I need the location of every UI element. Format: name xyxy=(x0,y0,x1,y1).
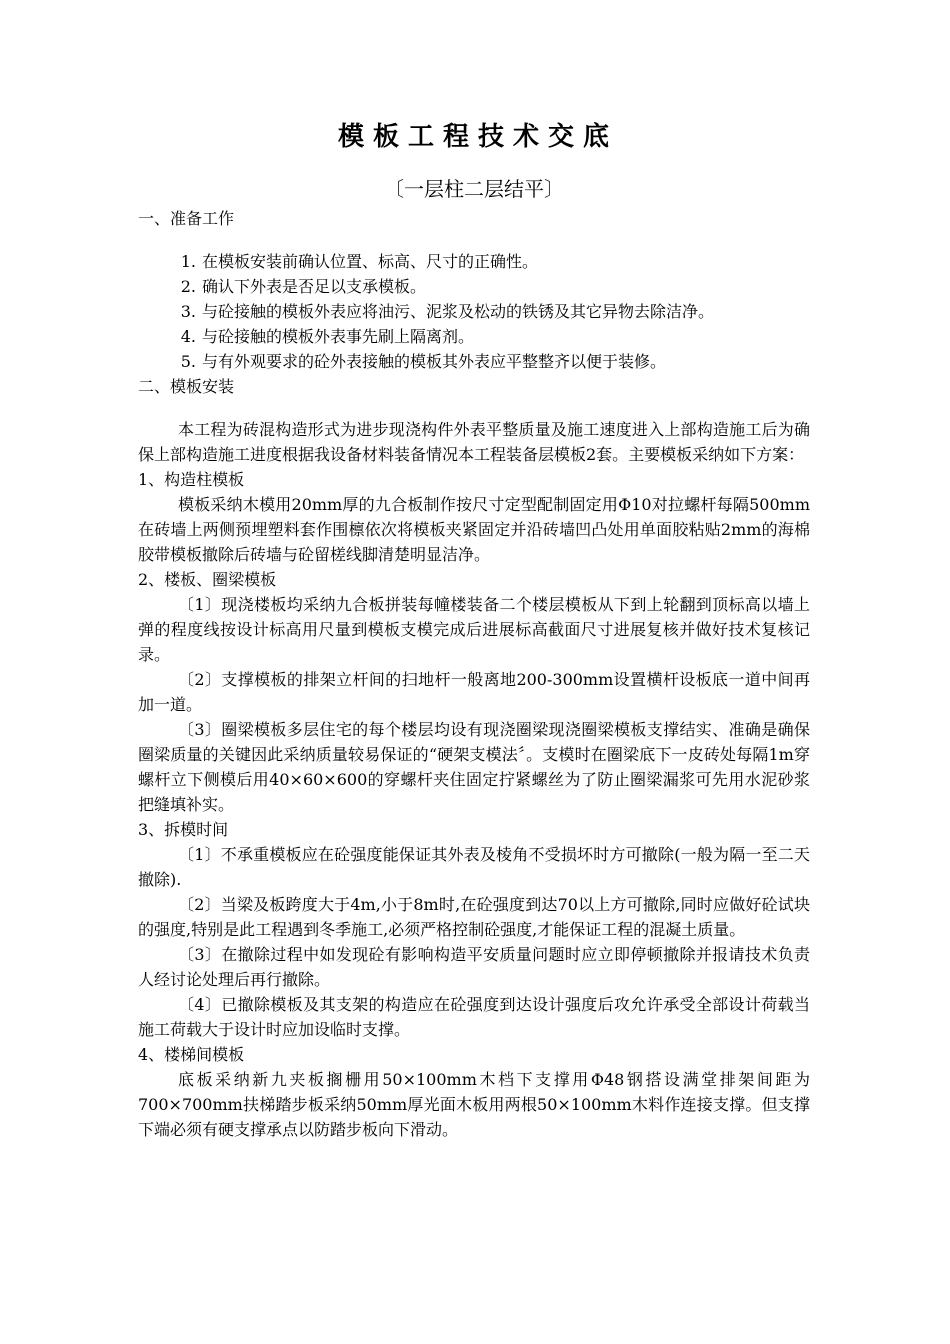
list-text: 在模板安装前确认位置、标高、尺寸的正确性。 xyxy=(202,252,539,271)
list-number: 1. xyxy=(180,252,196,271)
paragraph: 〔2〕当梁及板跨度大于4m,小于8m时,在砼强度到达70以上方可撤除,同时应做好砼试块的强度,特别是此工程遇到冬季施工,必须严格控制砼强度,才能保证工程的混凝土质量。 xyxy=(138,895,810,939)
document-page xyxy=(138,112,810,1142)
list-text: 与砼接触的模板外表事先刷上隔离剂。 xyxy=(202,327,475,346)
document-subtitle: 〔一层柱二层结平〕 xyxy=(384,177,564,201)
list-text: 与有外观要求的砼外表接触的模板其外表应平整整齐以便于装修。 xyxy=(202,352,667,371)
paragraph: 〔4〕已撤除模板及其支架的构造应在砼强度到达设计强度后攻允许承受全部设计荷载当施工荷载大于设计时应加设临时支撑。 xyxy=(138,995,810,1039)
installation-intro-paragraph: 本工程为砖混构造形式为进步现浇构件外表平整质量及施工速度进入上部构造施工后为确保上部构造施工进度根据我设备材料装备情况本工程装备层模板2套。主要模板采纳如下方案： xyxy=(138,420,810,464)
list-item xyxy=(138,299,810,324)
paragraph: 〔3〕圈梁模板多层住宅的每个楼层均设有现浇圈梁现浇圈梁模板支撑结实、准确是确保圈梁质量的关键因此采纳质量较易保证的“硬架支模法〞。支模时在圈梁底下一皮砖处每隔1m穿螺杆立下侧模后用40×60×600的穿螺杆夹住固定拧紧螺丝为了防止圈梁漏浆可先用水泥砂浆把缝填补实。 xyxy=(138,720,810,814)
list-number: 4. xyxy=(180,327,196,346)
list-item xyxy=(138,324,810,349)
paragraph: 〔1〕不承重模板应在砼强度能保证其外表及棱角不受损坏时方可撤除(一般为隔一至二天撤除). xyxy=(138,845,810,889)
section-heading-preparation: 一、准备工作 xyxy=(138,209,235,228)
subsection-heading-removal-time: 3、拆模时间 xyxy=(138,820,229,839)
list-number: 5. xyxy=(180,352,196,371)
paragraph: 〔1〕现浇楼板均采纳九合板拼装每幢楼装备二个楼层模板从下到上轮翻到顶标高以墙上弹的程度线按设计标高用尺量到模板支模完成后进展标高截面尺寸进展复核并做好技术复核记录。 xyxy=(138,595,810,664)
section-heading-installation: 二、模板安装 xyxy=(138,377,235,396)
preparation-list xyxy=(138,249,810,374)
paragraph: 底板采纳新九夹板搁栅用50×100mm木档下支撑用Φ48钢搭设满堂排架间距为700×700mm扶梯踏步板采纳50mm厚光面木板用两根50×100mm木料作连接支撑。但支撑下端必须有硬支撑承点以防踏步板向下滑动。 xyxy=(138,1070,810,1139)
list-item xyxy=(138,349,810,374)
list-text: 确认下外表是否足以支承模板。 xyxy=(202,277,427,296)
subsection-heading-slab-beam-formwork: 2、楼板、圈梁模板 xyxy=(138,570,277,589)
list-number: 2. xyxy=(180,277,196,296)
document-title: 模板工程技术交底 xyxy=(337,122,618,152)
subsection-heading-stair-formwork: 4、楼梯间模板 xyxy=(138,1045,245,1064)
list-number: 3. xyxy=(180,302,196,321)
paragraph: 模板采纳木模用20mm厚的九合板制作按尺寸定型配制固定用Φ10对拉螺杆每隔500mm在砖墙上两侧预埋塑料套作围檩依次将模板夹紧固定并沿砖墙凹凸处用单面胶粘贴2mm的海棉胶带模板撤除后砖墙与砼留槎线脚清楚明显洁净。 xyxy=(138,495,810,564)
list-text: 与砼接触的模板外表应将油污、泥浆及松动的铁锈及其它异物去除洁净。 xyxy=(202,302,715,321)
list-item xyxy=(138,274,810,299)
paragraph: 〔3〕在撤除过程中如发现砼有影响构造平安质量问题时应立即停顿撤除并报请技术负责人经讨论处理后再行撤除。 xyxy=(138,945,810,989)
paragraph: 〔2〕支撑模板的排架立杆间的扫地杆一般离地200-300mm设置横杆设板底一道中间再加一道。 xyxy=(138,670,810,714)
list-item xyxy=(138,249,810,274)
subsection-heading-column-formwork: 1、构造柱模板 xyxy=(138,470,245,489)
